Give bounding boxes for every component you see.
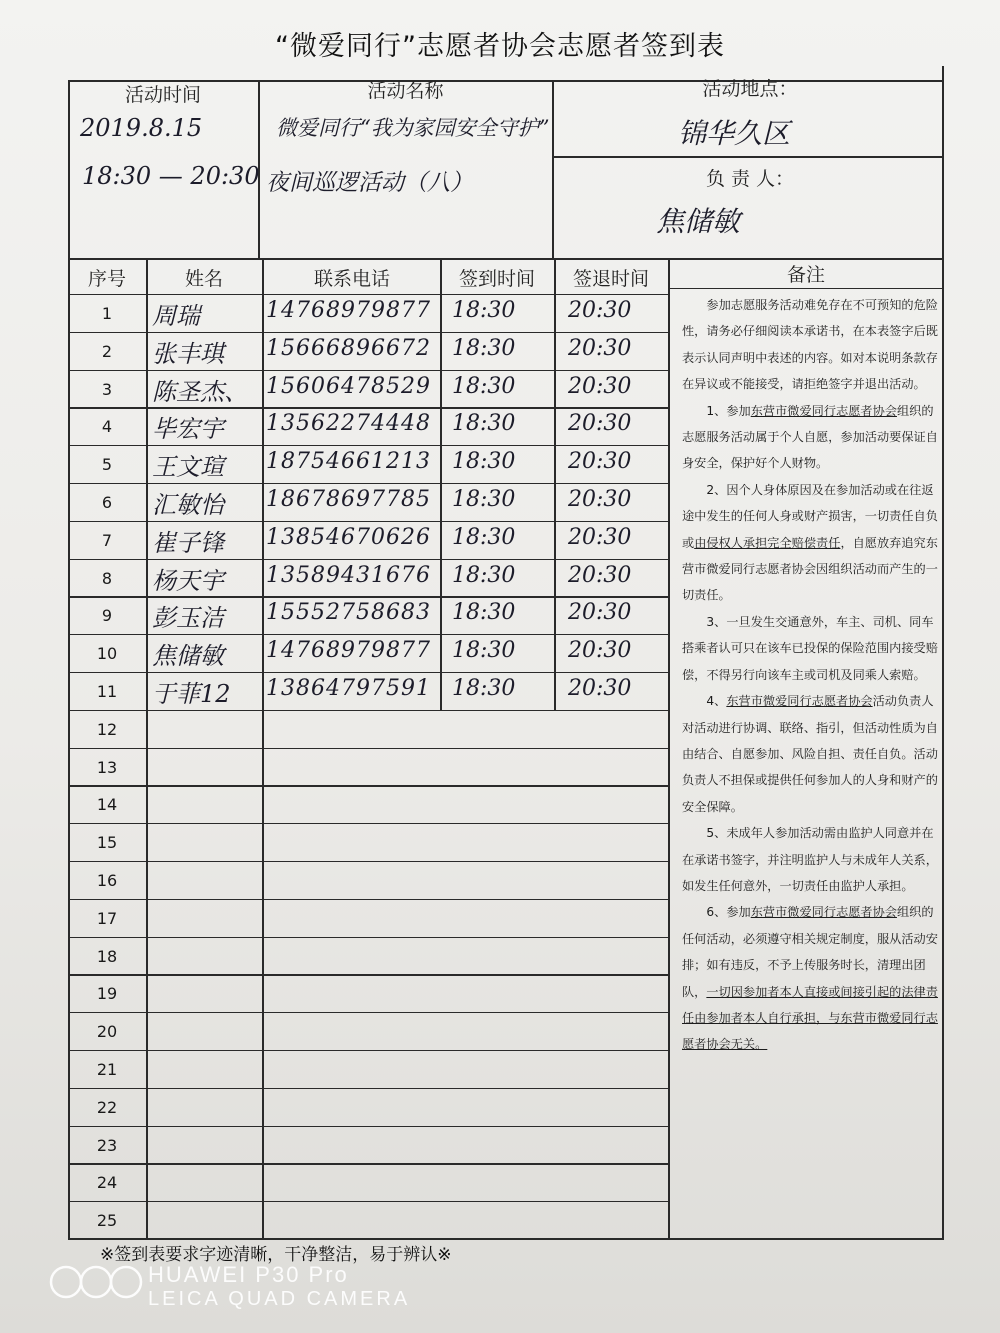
table-row (68, 672, 668, 710)
remarks-paragraph-6 (682, 899, 940, 1057)
time-value-date: 2019.8.15 (80, 114, 203, 142)
row-name: 周瑞 (152, 302, 200, 330)
table-row (68, 937, 668, 975)
row-phone: 18754661213 (266, 449, 431, 475)
row-name: 张丰琪 (152, 339, 224, 368)
place-label: 活动地点： (702, 78, 798, 100)
table-row (68, 823, 668, 861)
row-signin-time: 18:30 (452, 487, 516, 512)
row-signout-time: 20:30 (568, 676, 632, 701)
row-phone: 13589431676 (266, 562, 431, 588)
row-signin-time: 18:30 (452, 449, 516, 475)
row-phone: 14768979877 (266, 298, 431, 323)
row-signout-time: 20:30 (568, 487, 632, 512)
row-signin-time: 18:30 (452, 600, 516, 626)
table-row (68, 1126, 668, 1164)
row-signout-time: 20:30 (568, 373, 632, 399)
table-row (68, 634, 668, 672)
row-signout-time: 20:30 (568, 449, 632, 475)
remarks-6-b: 组织的任何活动，必须遵守相关规定制度，服从活动安排；如有违反，不予上传服务时长，清理出团队， (682, 905, 938, 999)
row-phone: 15606478529 (266, 373, 431, 399)
row-number: 12 (96, 719, 118, 739)
row-signout-time: 20:30 (568, 411, 632, 437)
row-signin-time: 18:30 (452, 638, 516, 664)
row-number: 18 (96, 946, 118, 966)
row-signin-time: 18:30 (452, 373, 516, 399)
row-number: 14 (96, 795, 118, 815)
row-number: 1 (101, 304, 113, 323)
table-row (68, 974, 668, 1012)
remarks-paragraph-2 (682, 477, 940, 609)
signin-sheet (68, 66, 944, 1244)
remarks-paragraph-0: 参加志愿服务活动难免存在不可预知的危险性，请务必仔细阅读本承诺书，在本表签字后既表示认同声明中表述的内容。如对本说明条款存在异议或不能接受，请拒绝签字并退出活动。 (682, 298, 938, 392)
row-number: 6 (101, 493, 113, 512)
table-row (68, 710, 668, 748)
remarks-6-u2: 一切因参加者本人直接或间接引起的法律责任由参加者本人自行承担，与东营市微爱同行志愿者协会无关。 (682, 984, 938, 1052)
row-phone: 15552758683 (266, 600, 431, 626)
row-number: 20 (96, 1022, 118, 1042)
remarks-2-a: 2、因个人身体原因及在参加活动或在往返途中发生的任何人身或财产损害，一切责任自负或 (682, 482, 938, 550)
row-phone: 13864797591 (266, 676, 431, 701)
remarks-6-a: 6、参加 (706, 905, 751, 920)
row-number: 24 (96, 1173, 118, 1193)
table-row (68, 1201, 668, 1239)
watermark-camera: LEICA QUAD CAMERA (148, 1288, 411, 1310)
table-row (68, 407, 668, 445)
table-row (68, 1088, 668, 1126)
remarks-6-org: 东营市微爱同行志愿者协会 (750, 905, 897, 920)
row-number: 9 (101, 606, 113, 626)
row-number: 11 (96, 682, 118, 701)
remarks-2-u: 由侵权人承担完全赔偿责任 (694, 535, 841, 550)
form-title: “微爱同行”志愿者协会志愿者签到表 (275, 31, 725, 62)
row-number: 25 (96, 1211, 118, 1231)
row-signout-time: 20:30 (568, 562, 632, 588)
row-signout-time: 20:30 (568, 298, 632, 323)
col-header-phone: 联系电话 (313, 268, 390, 290)
row-name: 毕宏宇 (152, 415, 224, 444)
row-signin-time: 18:30 (452, 524, 516, 550)
place-value: 锦华久区 (678, 117, 791, 150)
row-phone: 13854670626 (266, 524, 431, 550)
remarks-1-org: 东营市微爱同行志愿者协会 (750, 403, 897, 418)
remarks-divider (668, 258, 670, 1240)
row-signout-time: 20:30 (568, 600, 632, 626)
row-number: 3 (101, 379, 113, 399)
table-row (68, 899, 668, 937)
remarks-paragraph-1 (682, 398, 940, 477)
table-row (68, 748, 668, 786)
table-row (68, 483, 668, 521)
row-name: 汇敏怡 (152, 491, 224, 519)
row-name: 焦储敏 (152, 642, 224, 671)
time-label: 活动时间 (124, 84, 201, 106)
remarks-paragraph-3: 3、一旦发生交通意外，车主、司机、同车搭乘者认可只在该车已投保的保险范围内接受赔偿，不得另行向该车主或司机及同乘人索赔。 (682, 614, 938, 682)
row-signout-time: 20:30 (568, 335, 632, 361)
row-signin-time: 18:30 (452, 335, 516, 361)
row-number: 19 (96, 984, 118, 1004)
row-number: 23 (96, 1135, 118, 1155)
col-header-remarks: 备注 (786, 264, 825, 286)
header-place-divider (552, 156, 944, 158)
table-row (68, 332, 668, 370)
table-row (68, 1050, 668, 1088)
leader-label: 负 责 人： (705, 168, 795, 190)
row-number: 2 (101, 341, 113, 361)
remarks-1-b: 组织的志愿服务活动属于个人自愿，参加活动要保证自身安全，保护好个人财物。 (682, 403, 938, 471)
table-row (68, 370, 668, 408)
watermark-model: HUAWEI P30 Pro (148, 1262, 349, 1287)
activity-name-label: 活动名称 (367, 80, 444, 102)
row-number: 7 (101, 530, 113, 550)
col-header-number: 序号 (87, 268, 126, 290)
table-row (68, 559, 668, 597)
row-number: 21 (96, 1060, 118, 1079)
table-row (68, 294, 668, 332)
footer-note: ※签到表要求字迹清晰，干净整洁，易于辨认※ (100, 1245, 452, 1265)
row-number: 10 (96, 644, 118, 664)
row-number: 5 (101, 455, 113, 475)
row-number: 17 (96, 908, 118, 928)
remarks-1-a: 1、参加 (706, 403, 751, 418)
remarks-text (674, 292, 944, 1058)
table-row (68, 785, 668, 823)
row-phone: 14768979877 (266, 638, 431, 664)
table-row (68, 445, 668, 483)
row-signin-time: 18:30 (452, 676, 516, 701)
table-row (68, 861, 668, 899)
table-row (68, 596, 668, 634)
remarks-header-underline (668, 288, 944, 289)
row-name: 彭玉洁 (152, 604, 224, 633)
row-signout-time: 20:30 (568, 524, 632, 550)
row-signin-time: 18:30 (452, 562, 516, 588)
row-name: 崔子锋 (152, 528, 224, 557)
row-number: 16 (96, 871, 118, 890)
remarks-paragraph-4 (682, 688, 940, 820)
remarks-4-org: 东营市微爱同行志愿者协会 (726, 694, 873, 709)
row-phone: 13562274448 (266, 411, 431, 437)
row-number: 8 (101, 568, 113, 588)
row-signout-time: 20:30 (568, 638, 632, 664)
row-signin-time: 18:30 (452, 298, 516, 323)
time-value-range: 18:30 — 20:30 (82, 162, 260, 190)
row-phone: 15666896672 (266, 335, 431, 361)
row-name: 于菲12 (152, 680, 231, 708)
table-row (68, 1163, 668, 1201)
remarks-4-b: 活动负责人对活动进行协调、联络、指引，但活动性质为自由结合、自愿参加、风险自担、责任自负。活动负责人不担保或提供任何参加人的人身和财产的安全保障。 (682, 694, 938, 814)
table-row (68, 1012, 668, 1050)
row-phone: 18678697785 (266, 487, 431, 512)
table-row (68, 521, 668, 559)
row-number: 22 (96, 1097, 118, 1117)
remarks-4-a: 4、 (706, 694, 727, 709)
activity-name-line1: 微爱同行“我为家园安全守护” (276, 116, 550, 140)
remarks-paragraph-5: 5、未成年人参加活动需由监护人同意并在在承诺书签字，并注明监护人与未成年人关系，如发生任何意外，一切责任由监护人承担。 (682, 826, 938, 893)
remarks-2-b: ，自愿放弃追究东营市微爱同行志愿者协会因组织活动而产生的一切责任。 (682, 535, 938, 603)
col-header-signout: 签退时间 (572, 268, 649, 290)
col-header-name: 姓名 (184, 268, 223, 290)
row-name: 王文瑄 (152, 453, 224, 482)
row-name: 杨天宇 (152, 566, 224, 595)
camera-lens-icon (48, 1264, 144, 1300)
leader-value: 焦储敏 (656, 205, 741, 238)
row-number: 13 (96, 757, 118, 777)
activity-name-line2: 夜间巡逻活动（八） (266, 170, 473, 196)
row-number: 15 (96, 833, 118, 853)
row-name: 陈圣杰、 (152, 377, 248, 406)
header-divider-2 (552, 80, 554, 258)
row-signin-time: 18:30 (452, 411, 516, 437)
row-number: 4 (101, 417, 113, 437)
col-header-signin: 签到时间 (458, 268, 535, 290)
